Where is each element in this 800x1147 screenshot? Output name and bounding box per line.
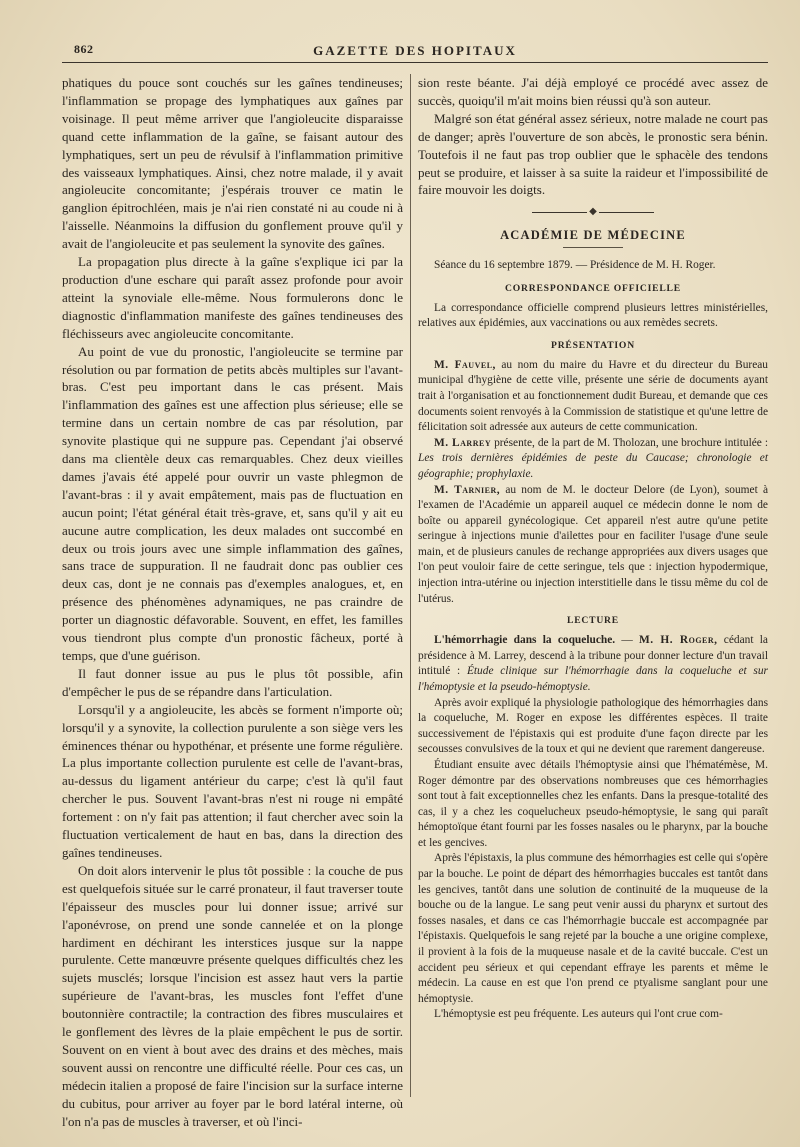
item-text: au nom du maire du Havre et du directeur du Bureau municipal d'hygiène de cette ville, présente une série de documents ayant trait à l'organisation et au fonctionnement dudit Bureau, et demande que ces documents soient renvoyés à la Commission de statistique et qu'une lettre de félicitation soit adressée aux auteurs de cette communication. bbox=[418, 358, 768, 434]
paragraph: L'hémoptysie est peu fréquente. Les auteurs qui l'ont crue com- bbox=[434, 1008, 723, 1021]
subheading-lecture: LECTURE bbox=[567, 615, 619, 627]
paragraph: sion reste béante. J'ai déjà employé ce procédé avec assez de succès, quoiqu'il m'ait moins bien réussi qu'à son auteur. bbox=[418, 75, 768, 108]
paragraph: Après avoir expliqué la physiologie pathologique des hémorrhagies dans la coqueluche, M. Roger en expose les différentes espèces. Il traite successivement de l'épistaxis qui est produite d'une façon directe par les secousses convulsives de la toux et qui ne devient que rarement dangereuse. bbox=[418, 696, 768, 756]
section-ornament: ◆ bbox=[418, 203, 768, 221]
paragraph: On doit alors intervenir le plus tôt possible : la couche de pus est quelquefois située sur le carré pronateur, il faut traverser toute l'épaisseur des muscles pour lui donner issue; arrivé sur l'aponévrose, on prend une sonde cannelée et on la plonge hardiment en déchirant les interstices jusque sur la nappe purulente. Cette manœuvre présente quelques difficultés chez les sujets musclés; lorsque l'incision est assez haut vers la partie supérieure de l'avant-bras, les muscles font l'effet d'une boutonnière contractile; la contraction des fibres musculaires et le gonflement des lèvres de la plaie empêchent le pus de sortir. Souvent on en vient à bout avec des drains et des mèches, mais souvent aussi on rencontre une difficulté réelle. Pour ces cas, un médecin italien a proposé de faire l'incision sur la surface interne du cubitus, pour arriver au foyer par le bord latéral interne, où l'on n'a pas de muscles à traverser, et où l'inci- bbox=[62, 862, 403, 1129]
column-divider bbox=[410, 74, 411, 1097]
paragraph: Il faut donner issue au pus le plus tôt possible, afin d'empêcher le pus de se répandre dans l'articulation. bbox=[62, 665, 403, 699]
paragraph: La correspondance officielle comprend plusieurs lettres ministérielles, relatives aux épidémies, aux vaccinations ou aux remèdes secrets. bbox=[418, 301, 768, 330]
right-column bbox=[418, 74, 768, 1107]
session-line: Séance du 16 septembre 1879. — Présidence de M. H. Roger. bbox=[434, 259, 716, 272]
page-number: 862 bbox=[74, 42, 94, 56]
paragraph: Lorsqu'il y a angioleucite, les abcès se forment n'importe où; lorsqu'il y a synovite, la collection purulente a son siège vers les éminences thénar ou hypothénar, et présente une forme régulière. La plus importante collection purulente est celle de l'avant-bras, au-dessus du ligament antérieur du carpe; c'est là qu'il faut chercher le pus. Souvent l'avant-bras n'est ni rouge ni empâté fortement : on n'y fait pas attention; il faut chercher avec soin la fluctuation verticalement de haut en bas, dans la direction des gaînes tendineuses. bbox=[62, 701, 403, 860]
section-title: ACADÉMIE DE MÉDECINE bbox=[500, 228, 686, 243]
lecture-intro: L'hémorrhagie dans la coqueluche. — M. H. Roger, cédant la présidence à M. Larrey, descend à la tribune pour donner lecture d'un travail intitulé : Étude clinique sur l'hémorrhagie dans la coqueluche et sur l'hémoptysie et la pseudo-hémoptysie. bbox=[418, 634, 768, 693]
brochure-title: Les trois dernières épidémies de peste du Caucase; chronologie et géographie; prophylaxie. bbox=[418, 452, 768, 480]
paragraph: La propagation plus directe à la gaîne s'explique ici par la production d'une eschare qui paraît assez profonde pour avoir atteint la synoviale elle-même. Nous formulerons donc le diagnostic d'inflammation manifeste des gaînes tendineuses des fléchisseurs avec angioleucite concomitante. bbox=[62, 254, 403, 341]
item-text: cédant la présidence à M. Larrey, descend à la tribune pour donner lecture d'un travail intitulé : bbox=[418, 634, 768, 678]
paragraph: phatiques du pouce sont couchés sur les gaînes tendineuses; l'inflammation se propage des lymphatiques aux gaînes par voisinage. Il peut même arriver que l'angioleucite disparaisse quand cette inflammation de la gaîne, se faisant autour des lymphatiques, sert un peu de révulsif à l'inflammation primitive des vaisseaux lymphatiques. Ainsi, chez notre malade, il y avait angioleucite concomitante; j'espérais trouver ce matin le ganglion épitrochléen, mais je n'ai rien constaté ni au coude ni à l'aisselle. Néanmoins la diffusion du gonflement prouve qu'il y avait de l'angioleucite et pas seulement la synovite des gaînes. bbox=[62, 75, 403, 252]
presentation-item bbox=[418, 436, 768, 483]
speaker-name: M. Larrey bbox=[434, 436, 492, 449]
page-header bbox=[62, 38, 768, 63]
presentation-item bbox=[418, 483, 768, 608]
speaker-name: M. H. Roger, bbox=[639, 634, 718, 647]
speaker-name: M. Tarnier, bbox=[434, 483, 501, 496]
speaker-name: M. Fauvel, bbox=[434, 358, 496, 371]
divider bbox=[563, 247, 623, 248]
lecture-title: L'hémorrhagie dans la coqueluche. bbox=[434, 634, 616, 647]
journal-title: GAZETTE DES HOPITAUX bbox=[313, 43, 517, 58]
paragraph: Étudiant ensuite avec détails l'hémoptysie ainsi que l'hématémèse, M. Roger démontre par des observations nombreuses que ces hémorrhagies sont tout à fait exceptionnelles chez les enfants. Dans la presque-totalité des cas, il y a chez les coquelucheux pseudo-hémoptysie, le sang qui paraît hémoptoïque étant fourni par les fosses nasales ou le pharynx, par la bouche et les gencives. bbox=[418, 758, 768, 849]
item-text: au nom de M. le docteur Delore (de Lyon), soumet à l'examen de l'Académie un appareil auquel ce médecin donne le nom de boîte ou appareil gynécologique. Cet appareil n'est autre qu'une petite seringue à injections munie d'ailettes pour en faciliter l'usage d'une seule main, et de plusieurs canules de rechange appropriées aux divers usages que l'on peut vouloir faire de cette seringue, tels que : injection hypodermique, injection intra-utérine ou injection interstitielle dans le tissu même du col de l'utérus. bbox=[418, 483, 768, 605]
presentation-item bbox=[418, 358, 768, 436]
paragraph: Au point de vue du pronostic, l'angioleucite se termine par résolution ou par formation de petits abcès multiples sur l'avant-bras. C'est peu important dans le cas présent. Mais l'inflammation des gaînes est une affection plus sérieuse; elle se termine dans un certain nombre de cas par résolution, par synovite plastique qui ne suppure pas. Cependant j'ai observé dans ma clientèle deux cas remarquables. Chez deux vieilles dames j'avais été appelé pour ouvrir un vaste phlegmon de l'avant-bras : il y avait empâtement, mais pas de fluctuation en aucun point; l'état général était très-grave, et, sans qu'il y ait eu aucune autre complication, les deux malades ont succombé en deux ou trois jours avec une simple inflammation des gaînes, sans trace de suppuration. Il ne faudrait donc pas oublier ces deux cas, dont je ne connais pas d'exemples analogues, et, en présence des phénomènes adynamiques, ne pas craindre de porter un diagnostic défavorable. Souvent, en effet, les familles vous tiendront plus compte d'un pronostic fâcheux, porté à temps, que d'une guérison. bbox=[62, 343, 403, 663]
subheading-correspondance: CORRESPONDANCE OFFICIELLE bbox=[505, 282, 681, 294]
left-column bbox=[62, 74, 403, 1129]
subheading-presentation: PRÉSENTATION bbox=[551, 339, 635, 351]
work-title: Étude clinique sur l'hémorrhagie dans la coqueluche et sur l'hémoptysie et la pseudo-hémoptysie. bbox=[418, 665, 768, 693]
paragraph: Malgré son état général assez sérieux, notre malade ne court pas de danger; après l'ouverture de son abcès, le pronostic sera bénin. Toutefois il ne faut pas trop oublier que le sphacèle des tendons peut se produire, et laisser à sa suite la raideur et l'impossibilité de faire mouvoir les doigts. bbox=[418, 110, 768, 198]
item-text: présente, de la part de M. Tholozan, une brochure intitulée : bbox=[491, 436, 768, 449]
paragraph: Après l'épistaxis, la plus commune des hémorrhagies est celle qui s'opère par la bouche. Le point de départ des hémorrhagies buccales est tantôt dans les gencives, tantôt dans une solution de continuité de la muqueuse de la bouche ou de la langue. Le sang peut venir aussi du pharynx et surtout des fosses nasales, et dans ce cas l'hémorrhagie buccale est accompagnée par l'épistaxis. Quelquefois le sang rejeté par la bouche a une origine complexe, il provient à la fois de la muqueuse nasale et de la cavité buccale. C'est un accident peu sérieux et qui cependant effraye les parents et même le médecin. La cause en est que l'on prend ce ptyalisme sanglant pour une hémoptysie. bbox=[418, 852, 768, 1005]
